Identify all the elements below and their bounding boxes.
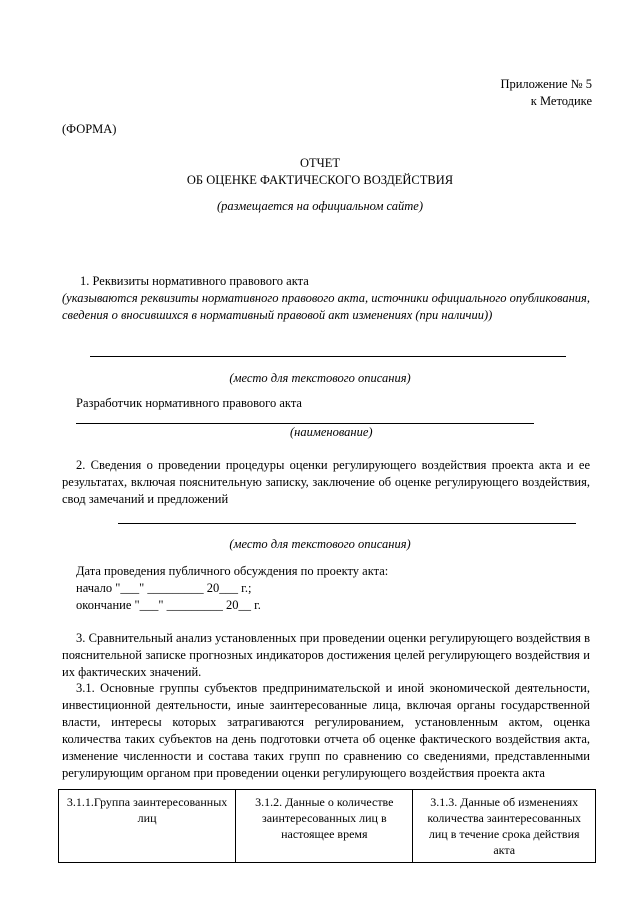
table-col-group: 3.1.1.Группа заинтересованных лиц bbox=[59, 790, 236, 863]
title-line-2: ОБ ОЦЕНКЕ ФАКТИЧЕСКОГО ВОЗДЕЙСТВИЯ bbox=[186, 173, 454, 187]
discussion-start: начало "___" _________ 20___ г.; bbox=[76, 581, 252, 595]
section1-heading: 1. Реквизиты нормативного правового акта bbox=[80, 274, 309, 288]
section3-text: 3. Сравнительный анализ установленных при проведении оценки регулирующего воздействия в пояснительной записке прогнозных индикаторов достижения целей регулирующего воздействия и их фактических значений. bbox=[62, 631, 590, 679]
developer-caption: (наименование) bbox=[290, 425, 373, 439]
public-discussion-label: Дата проведения публичного обсуждения по проекту акта: bbox=[76, 564, 389, 578]
table-col-current-count: 3.1.2. Данные о количестве заинтересованных лиц в настоящее время bbox=[236, 790, 413, 863]
document-header bbox=[500, 76, 592, 110]
appendix-number: Приложение № 5 bbox=[500, 77, 592, 91]
section2-text-line bbox=[118, 523, 576, 524]
developer-line bbox=[76, 423, 534, 424]
table-col-count-changes: 3.1.3. Данные об изменениях количества заинтересованных лиц в течение срока действия акта bbox=[413, 790, 596, 863]
form-label: (ФОРМА) bbox=[62, 122, 117, 136]
title-line-1: ОТЧЕТ bbox=[299, 156, 341, 170]
section2-text: 2. Сведения о проведении процедуры оценки регулирующего воздействия проекта акта и ее результатах, включая пояснительную записку, заключение об оценке регулирующего воздействия, свод замечаний и предложений bbox=[62, 458, 590, 506]
section1-placeholder: (место для текстового описания) bbox=[229, 371, 411, 385]
table-header-row bbox=[59, 790, 596, 863]
interested-groups-table bbox=[58, 789, 596, 863]
section3-1-text: 3.1. Основные группы субъектов предпринимательской и иной экономической деятельности, инвестиционной деятельности, иные заинтересованные лица, включая органы государственной власти, интересы которых затрагиваются регулированием, установленным актом, оценка количества таких субъектов на день подготовки отчета об оценке фактического воздействия акта, изменение численности и состава таких групп по сравнению со сведениями, представленными регулирующим органом при проведении оценки регулирующего воздействия проекта акта bbox=[62, 681, 590, 780]
document-title bbox=[0, 155, 640, 189]
title-subtitle: (размещается на официальном сайте) bbox=[216, 199, 424, 213]
section2-placeholder: (место для текстового описания) bbox=[229, 537, 411, 551]
developer-label: Разработчик нормативного правового акта bbox=[76, 396, 302, 410]
appendix-reference: к Методике bbox=[530, 94, 592, 108]
public-discussion-block bbox=[76, 563, 388, 614]
section1-note: (указываются реквизиты нормативного правового акта, источники официального опубликования, сведения о вносившихся в нормативный правовой акт изменениях (при наличии)) bbox=[62, 291, 590, 322]
section1-text-line bbox=[90, 356, 566, 357]
discussion-end: окончание "___" _________ 20__ г. bbox=[76, 598, 261, 612]
